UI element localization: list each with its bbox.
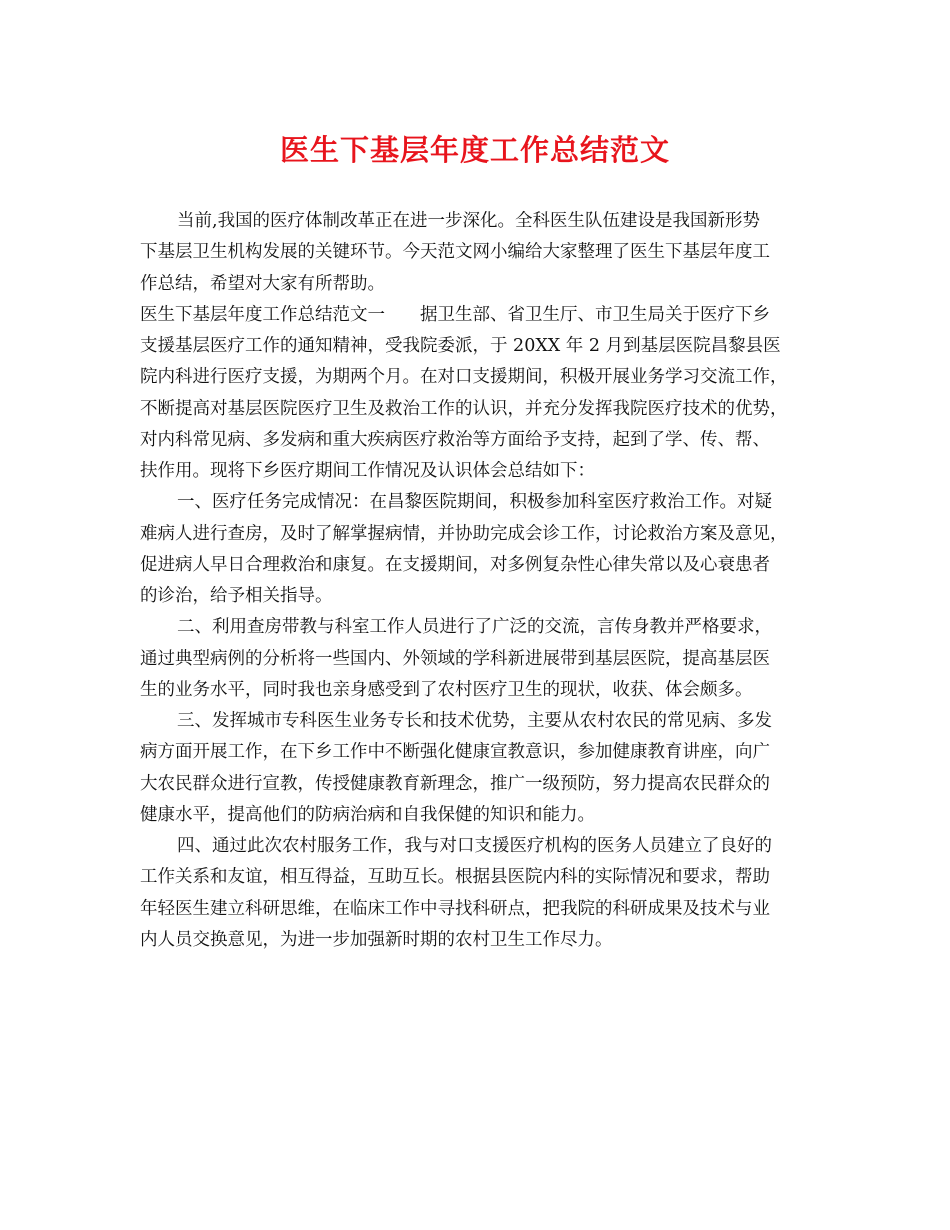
text-line: 扶作用。现将下乡医疗期间工作情况及认识体会总结如下： <box>140 461 595 481</box>
text-line: 二、利用查房带教与科室工作人员进行了广泛的交流，言传身教并严格要求， <box>177 617 772 638</box>
document-title: 医生下基层年度工作总结范文 <box>279 133 670 167</box>
text-line: 一、医疗任务完成情况：在昌黎医院期间，积极参加科室医疗救治工作。对疑 <box>177 492 772 513</box>
text-line: 内人员交换意见，为进一步加强新时期的农村卫生工作尽力。 <box>140 929 613 950</box>
text-line: 院内科进行医疗支援，为期两个月。在对口支援期间，积极开展业务学习交流工作， <box>140 367 788 388</box>
text-line: 四、通过此次农村服务工作，我与对口支援医疗机构的医务人员建立了良好的 <box>177 836 772 856</box>
text-line: 健康水平，提高他们的防病治病和自我保健的知识和能力。 <box>140 804 595 825</box>
text-line: 作总结，希望对大家有所帮助。 <box>140 273 385 294</box>
text-line: 生的业务水平，同时我也亲身感受到了农村医疗卫生的现状，收获、体会颇多。 <box>140 679 753 700</box>
text-line: 工作关系和友谊，相互得益，互助互长。根据县医院内科的实际情况和要求，帮助 <box>140 867 770 888</box>
text-line: 的诊治，给予相关指导。 <box>140 586 333 606</box>
text-line: 三、发挥城市专科医生业务专长和技术优势，主要从农村农民的常见病、多发 <box>177 711 772 731</box>
text-line: 通过典型病例的分析将一些国内、外领域的学科新进展带到基层医院，提高基层医 <box>140 648 770 669</box>
text-line: 年轻医生建立科研思维，在临床工作中寻找科研点，把我院的科研成果及技术与业 <box>140 898 770 919</box>
text-line: 当前,我国的医疗体制改革正在进一步深化。全科医生队伍建设是我国新形势 <box>177 211 761 231</box>
text-line: 病方面开展工作，在下乡工作中不断强化健康宣教意识，参加健康教育讲座，向广 <box>140 742 770 763</box>
text-line: 医生下基层年度工作总结范文一 据卫生部、省卫生厅、市卫生局关于医疗下乡 <box>140 304 770 325</box>
document-body <box>140 206 820 956</box>
text-line: 促进病人早日合理救治和康复。在支援期间，对多例复杂性心律失常以及心衰患者 <box>140 554 770 575</box>
text-line: 支援基层医疗工作的通知精神，受我院委派，于 20XX 年 2 月到基层医院昌黎县医 <box>140 336 781 356</box>
text-line: 大农民群众进行宣教，传授健康教育新理念，推广一级预防，努力提高农民群众的 <box>140 773 770 794</box>
text-line: 不断提高对基层医院医疗卫生及救治工作的认识，并充分发挥我院医疗技术的优势， <box>140 398 788 419</box>
text-line: 难病人进行查房，及时了解掌握病情，并协助完成会诊工作，讨论救治方案及意见， <box>140 523 788 544</box>
text-line: 对内科常见病、多发病和重大疾病医疗救治等方面给予支持，起到了学、传、帮、 <box>140 429 770 450</box>
text-line: 下基层卫生机构发展的关键环节。今天范文网小编给大家整理了医生下基层年度工 <box>140 242 770 263</box>
